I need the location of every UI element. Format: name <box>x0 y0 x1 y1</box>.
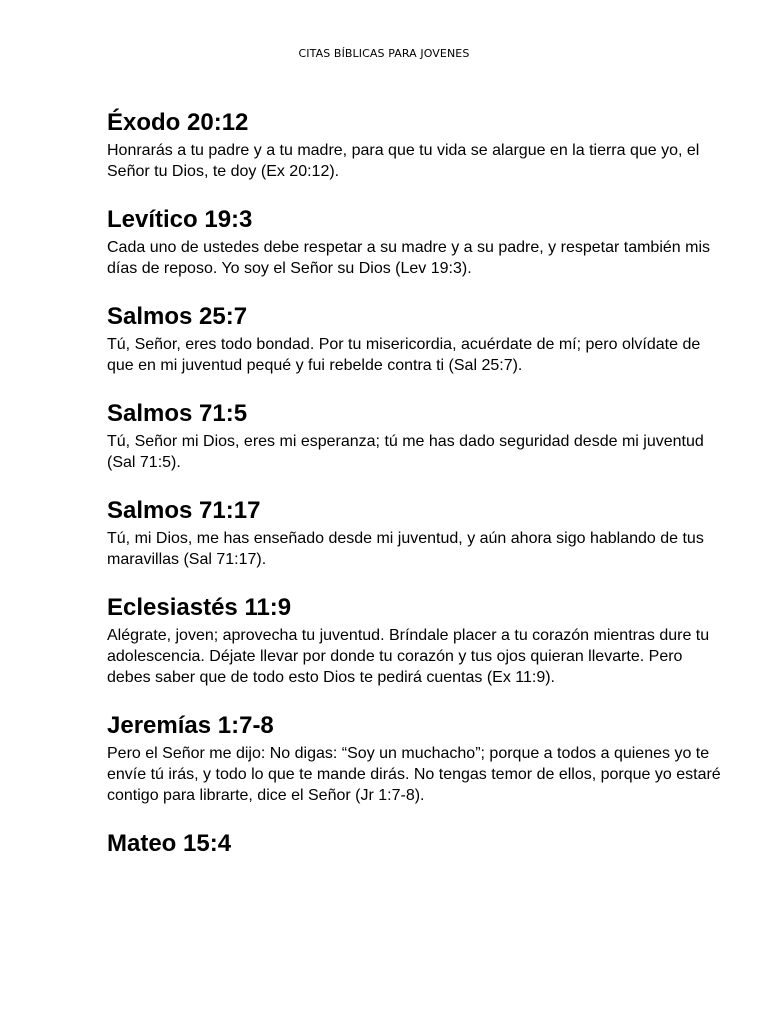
verse-text: Honrarás a tu padre y a tu madre, para que tu vida se alargue en la tierra que yo, el Señor tu Dios, te doy (Ex 20:12). <box>107 142 700 180</box>
page-header: CITAS BÍBLICAS PARA JOVENES <box>298 47 470 60</box>
verse-text: Tú, Señor, eres todo bondad. Por tu misericordia, acuérdate de mí; pero olvídate de que en mi juventud pequé y fui rebelde contra ti (Sal 25:7). <box>107 336 701 374</box>
verse-reference: Salmos 71:5 <box>107 400 248 427</box>
verse-reference: Salmos 25:7 <box>107 303 248 330</box>
verse-reference: Éxodo 20:12 <box>107 109 249 136</box>
verse-block <box>107 495 727 570</box>
verse-reference: Jeremías 1:7-8 <box>107 712 274 739</box>
verse-reference: Mateo 15:4 <box>107 830 232 857</box>
verse-block <box>107 592 727 688</box>
verse-text: Cada uno de ustedes debe respetar a su madre y a su padre, y respetar también mis días de reposo. Yo soy el Señor su Dios (Lev 19:3). <box>107 239 711 277</box>
verse-text: Tú, mi Dios, me has enseñado desde mi juventud, y aún ahora sigo hablando de tus maravillas (Sal 71:17). <box>107 530 704 568</box>
verse-block <box>107 828 727 860</box>
verse-text: Alégrate, joven; aprovecha tu juventud. Bríndale placer a tu corazón mientras dure tu adolescencia. Déjate llevar por donde tu corazón y tus ojos quieran llevarte. Pero debes saber que de todo esto Dios te pedirá cuentas (Ex 11:9). <box>107 627 710 686</box>
verse-reference: Eclesiastés 11:9 <box>107 594 292 621</box>
verse-block <box>107 398 727 473</box>
document-body <box>107 107 727 882</box>
verse-reference: Salmos 71:17 <box>107 497 261 524</box>
verse-block <box>107 710 727 806</box>
verse-reference: Levítico 19:3 <box>107 206 253 233</box>
verse-text: Pero el Señor me dijo: No digas: “Soy un muchacho”; porque a todos a quienes yo te envíe tú irás, y todo lo que te mande dirás. No tengas temor de ellos, porque yo estaré contigo para librarte, dice el Señor (Jr 1:7-8). <box>107 745 721 804</box>
verse-block <box>107 301 727 376</box>
verse-block <box>107 107 727 182</box>
verse-block <box>107 204 727 279</box>
verse-text: Tú, Señor mi Dios, eres mi esperanza; tú me has dado seguridad desde mi juventud (Sal 71:5). <box>107 433 704 471</box>
